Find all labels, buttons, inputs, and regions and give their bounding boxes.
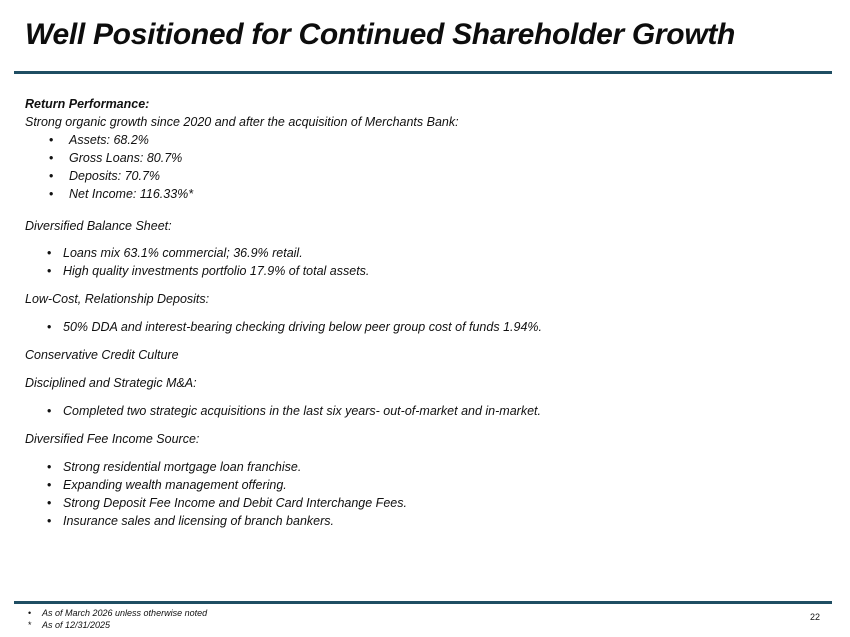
section-heading-deposits: Low-Cost, Relationship Deposits: xyxy=(25,292,210,306)
list-item: • Strong residential mortgage loan franchise. xyxy=(25,458,805,476)
list-item: • High quality investments portfolio 17.9% of total assets. xyxy=(25,262,805,280)
footnote-text: As of March 2026 unless otherwise noted xyxy=(42,608,208,618)
list-item: • Strong Deposit Fee Income and Debit Card Interchange Fees. xyxy=(25,494,805,512)
section-heading-credit-culture: Conservative Credit Culture xyxy=(25,348,179,362)
deposits-list xyxy=(25,318,805,336)
balance-sheet-list xyxy=(25,244,805,280)
list-item: • Net Income: 116.33%* xyxy=(25,185,805,203)
return-performance-heading: Return Performance: xyxy=(25,97,150,111)
list-item: • Completed two strategic acquisitions in the last six years- out-of-market and in-market. xyxy=(25,402,805,420)
page-number: 22 xyxy=(809,612,820,622)
section-heading-fee-income: Diversified Fee Income Source: xyxy=(25,432,200,446)
fee-income-list xyxy=(25,458,805,530)
footnote xyxy=(28,619,207,631)
footnote xyxy=(28,607,207,619)
list-item: • Deposits: 70.7% xyxy=(25,167,805,185)
footnotes xyxy=(28,607,207,631)
return-performance-list xyxy=(25,131,805,203)
footnote-marker: * xyxy=(28,620,32,630)
list-item: • Gross Loans: 80.7% xyxy=(25,149,805,167)
footnote-text: As of 12/31/2025 xyxy=(42,620,111,630)
list-item: • 50% DDA and interest-bearing checking driving below peer group cost of funds 1.94%. xyxy=(25,318,805,336)
list-item: • Assets: 68.2% xyxy=(25,131,805,149)
footer-divider xyxy=(14,601,832,604)
footnote-marker: • xyxy=(28,608,32,618)
m-and-a-list xyxy=(25,402,805,420)
section-heading-m-and-a: Disciplined and Strategic M&A: xyxy=(25,376,197,390)
return-performance-intro: Strong organic growth since 2020 and after the acquisition of Merchants Bank: xyxy=(25,115,459,129)
slide-body xyxy=(25,95,805,530)
title-divider xyxy=(14,71,832,74)
list-item: • Insurance sales and licensing of branch bankers. xyxy=(25,512,805,530)
list-item: • Loans mix 63.1% commercial; 36.9% retail. xyxy=(25,244,805,262)
page-title: Well Positioned for Continued Shareholder Growth xyxy=(25,18,736,51)
section-heading-balance-sheet: Diversified Balance Sheet: xyxy=(25,219,172,233)
list-item: • Expanding wealth management offering. xyxy=(25,476,805,494)
